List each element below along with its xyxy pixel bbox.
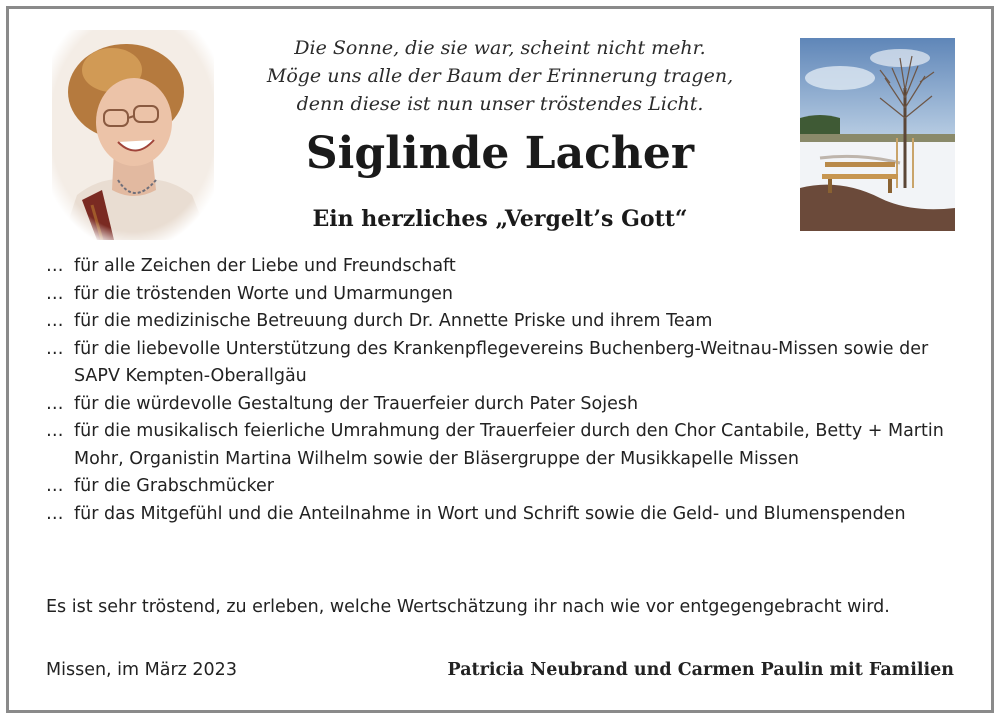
list-item xyxy=(46,391,966,419)
memorial-poem xyxy=(230,34,770,118)
list-item xyxy=(46,336,966,391)
poem-line: Die Sonne, die sie war, scheint nicht mehr. xyxy=(294,37,706,59)
ellipsis-bullet: … xyxy=(46,338,64,359)
ellipsis-bullet: … xyxy=(46,256,64,276)
list-item-text: für das Mitgefühl und die Anteilnahme in Wort und Schrift sowie die Geld- und Blumenspenden xyxy=(74,503,906,524)
list-item-text: für die tröstenden Worte und Umarmungen xyxy=(74,283,453,304)
list-item xyxy=(46,473,966,501)
list-item-text: für die medizinische Betreuung durch Dr. Annette Priske und ihrem Team xyxy=(74,311,713,331)
closing-statement: Es ist sehr tröstend, zu erleben, welche Wertschätzung ihr nach wie vor entgegengebracht wird. xyxy=(46,597,890,617)
poem-line: denn diese ist nun unser tröstendes Licht. xyxy=(296,93,704,115)
tree-bench-photo xyxy=(800,38,955,231)
list-item xyxy=(46,308,966,336)
ellipsis-bullet: … xyxy=(46,311,64,331)
ellipsis-bullet: … xyxy=(46,503,64,524)
thanks-heading: Ein herzliches „Vergelt’s Gott“ xyxy=(312,206,688,232)
ellipsis-bullet: … xyxy=(46,393,64,414)
list-item-text: für die musikalisch feierliche Umrahmung der Trauerfeier durch den Chor Cantabile, Betty + Martin Mohr, Organistin Martina Wilhelm sowie der Bläsergruppe der Musikkapelle Missen xyxy=(74,421,944,469)
deceased-name: Siglinde Lacher xyxy=(305,128,695,179)
ellipsis-bullet: … xyxy=(46,283,64,304)
list-item-text: für die würdevolle Gestaltung der Trauerfeier durch Pater Sojesh xyxy=(74,393,639,414)
poem-line: Möge uns alle der Baum der Erinnerung tragen, xyxy=(266,65,734,87)
list-item xyxy=(46,281,966,309)
list-item xyxy=(46,501,966,529)
ellipsis-bullet: … xyxy=(46,476,64,496)
ellipsis-bullet: … xyxy=(46,421,64,441)
list-item-text: für die liebevolle Unterstützung des Krankenpflegevereins Buchenberg-Weitnau-Missen sowie der SAPV Kempten-Oberallgäu xyxy=(74,338,929,386)
signers: Patricia Neubrand und Carmen Paulin mit Familien xyxy=(447,660,954,680)
list-item xyxy=(46,253,966,281)
list-item-text: für alle Zeichen der Liebe und Freundschaft xyxy=(74,256,456,276)
list-item-text: für die Grabschmücker xyxy=(74,476,274,496)
place-date: Missen, im März 2023 xyxy=(46,660,237,680)
portrait-photo xyxy=(52,30,214,240)
list-item xyxy=(46,418,966,473)
thanks-list xyxy=(46,253,966,528)
